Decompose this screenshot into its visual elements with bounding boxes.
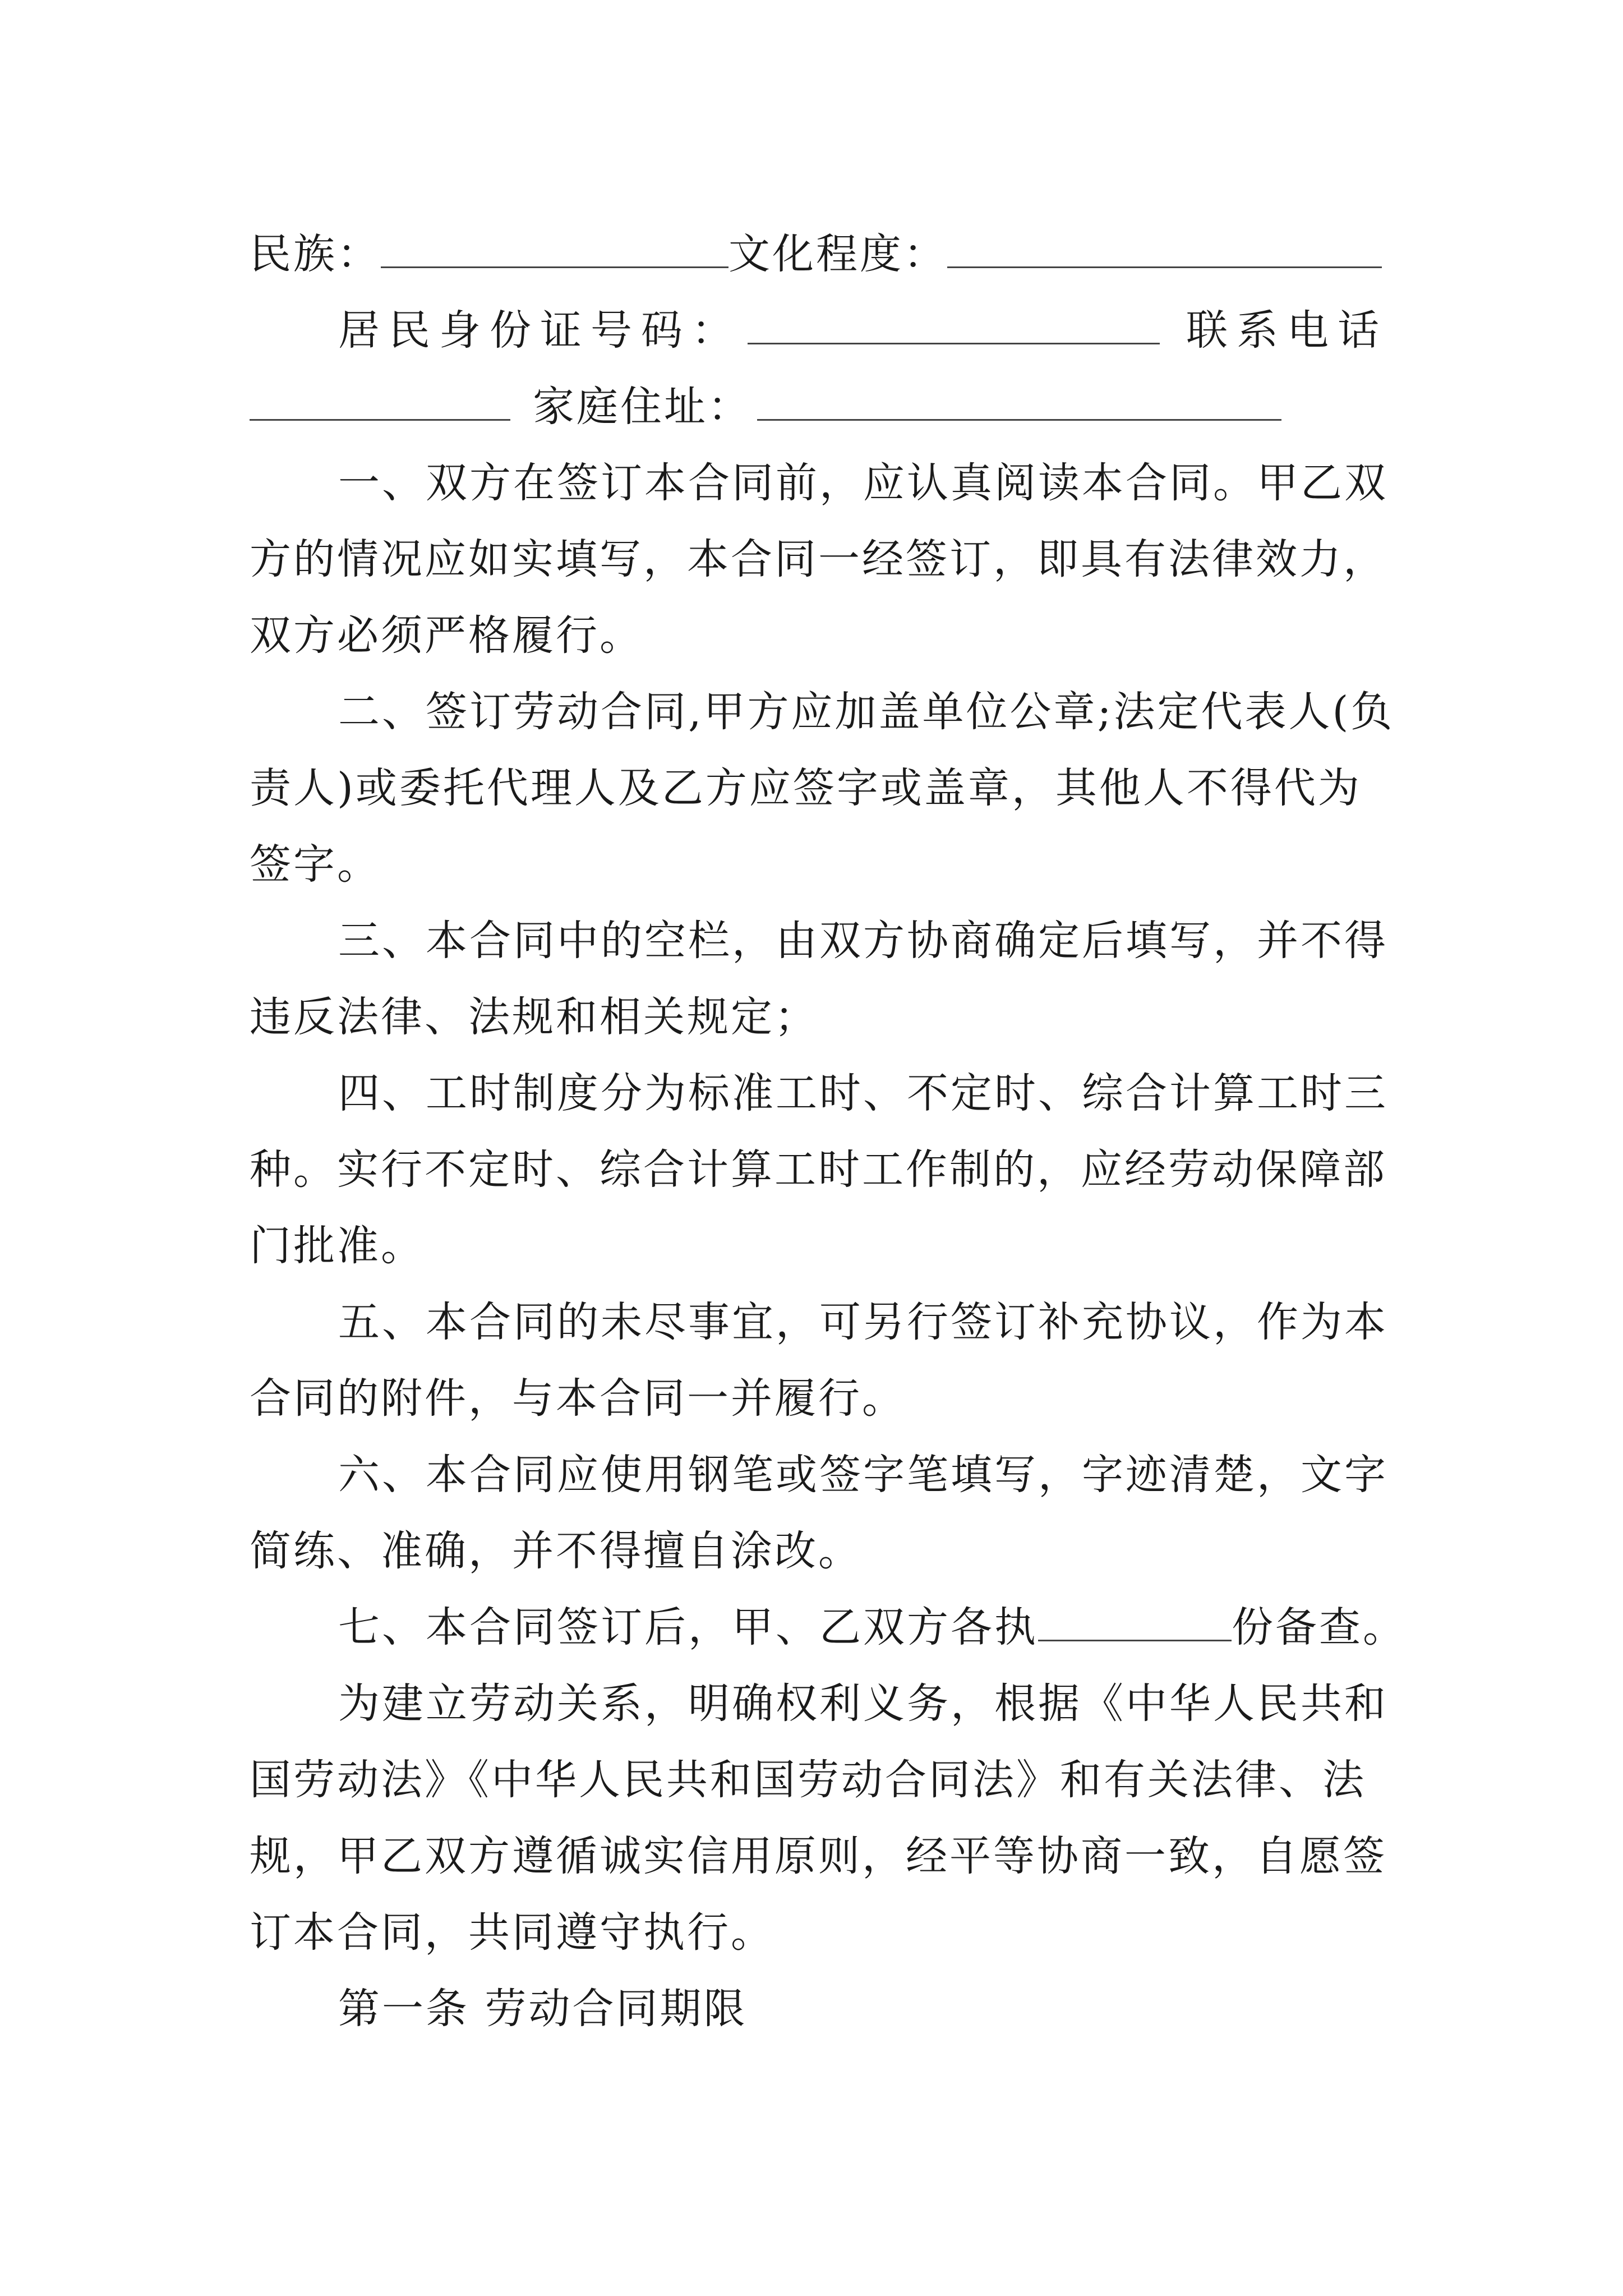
item-3-line-1: 三、本合同中的空栏，由双方协商确定后填写，并不得 (338, 917, 1388, 965)
item-6-line-1: 六、本合同应使用钢笔或签字笔填写，字迹清楚，文字 (338, 1451, 1388, 1499)
item-7-suffix: 份备查。 (1232, 1603, 1407, 1651)
copies-blank[interactable] (1038, 1596, 1232, 1641)
item-4-line-1: 四、工时制度分为标准工时、不定时、综合计算工时三 (338, 1069, 1388, 1117)
item-4-line-3: 门批准。 (250, 1222, 425, 1270)
id-label: 居民身份证号码： (338, 306, 742, 355)
item-2-line-2: 责人)或委托代理人及乙方应签字或盖章，其他人不得代为 (250, 764, 1362, 812)
document-body (250, 216, 1407, 2047)
item-7-prefix: 七、本合同签订后，甲、乙双方各执 (338, 1603, 1038, 1651)
item-3-line-2: 违反法律、法规和相关规定； (250, 993, 818, 1041)
item-4-line-2: 种。实行不定时、综合计算工时工作制的，应经劳动保障部 (250, 1145, 1387, 1194)
phone-address-row (250, 369, 1388, 445)
ethnicity-blank[interactable] (381, 223, 728, 268)
preamble-line-4: 订本合同，共同遵守执行。 (250, 1908, 774, 1957)
article-1-heading: 第一条 劳动合同期限 (338, 1985, 748, 2033)
preamble-line-3: 规，甲乙双方遵循诚实信用原则，经平等协商一致，自愿签 (250, 1832, 1387, 1880)
item-6-line-2: 简练、准确，并不得擅自涂改。 (250, 1527, 862, 1575)
ethnicity-label: 民族： (250, 230, 381, 278)
id-phone-row (250, 292, 1388, 369)
item-1-line-1: 一、双方在签订本合同前，应认真阅读本合同。甲乙双 (338, 459, 1388, 507)
preamble-line-2: 国劳动法》《中华人民共和国劳动合同法》和有关法律、法 (250, 1756, 1366, 1804)
item-5-line-2: 合同的附件，与本合同一并履行。 (250, 1374, 906, 1423)
address-label: 家庭住址： (533, 383, 751, 431)
item-2-line-3: 签字。 (250, 840, 381, 889)
item-1-line-3: 双方必须严格履行。 (250, 611, 643, 660)
preamble-line-1: 为建立劳动关系，明确权利义务，根据《中华人民共和 (338, 1680, 1388, 1728)
education-blank[interactable] (947, 223, 1382, 268)
item-5-line-1: 五、本合同的未尽事宜，可另行签订补充协议，作为本 (338, 1298, 1388, 1346)
item-2-line-1: 二、签订劳动合同,甲方应加盖单位公章;法定代表人(负 (338, 688, 1395, 736)
item-1-line-2: 方的情况应如实填写，本合同一经签订，即具有法律效力， (250, 535, 1387, 583)
phone-blank[interactable] (250, 375, 510, 421)
item-7-line (250, 1589, 1407, 1665)
id-blank[interactable] (748, 299, 1160, 344)
phone-label: 联系电话 (1186, 306, 1388, 355)
ethnicity-education-row (250, 216, 1388, 292)
education-label: 文化程度： (728, 230, 947, 278)
address-blank[interactable] (757, 375, 1281, 421)
